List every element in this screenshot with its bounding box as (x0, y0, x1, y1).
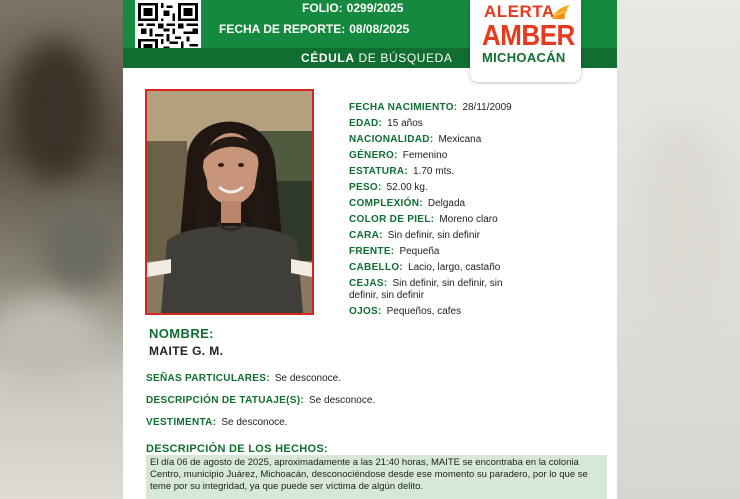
extra-row-senas (146, 373, 341, 385)
hechos-text: El día 06 de agosto de 2025, aproximadamente a las 21:40 horas, MAITE se encontraba en la colonia Centro, municipio Juárez, Michoacán, desconociéndose desde ese momento su paradero, por lo que se teme por su integridad, ya que puede ser víctima de algún delito. (146, 455, 607, 499)
detail-row (349, 166, 454, 178)
detail-label: COLOR DE PIEL: (349, 214, 435, 225)
detail-label: COMPLEXIÓN: (349, 198, 423, 209)
report-date-value: 08/08/2025 (349, 22, 410, 36)
extra-label: DESCRIPCIÓN DE TATUAJE(S): (146, 395, 304, 406)
detail-row (349, 306, 461, 318)
report-date-line (219, 22, 409, 36)
extra-value: Se desconoce. (274, 373, 342, 384)
detail-label: GÉNERO: (349, 150, 398, 161)
detail-row (349, 262, 500, 274)
folio-label: FOLIO: (302, 1, 343, 15)
extra-value: Se desconoce. (309, 395, 376, 406)
detail-row (349, 230, 480, 242)
detail-value: definir, sin definir (349, 290, 425, 301)
detail-value: 52.00 kg. (386, 182, 428, 193)
search-card (123, 0, 617, 499)
detail-label: CABELLO: (349, 262, 404, 273)
detail-value: Moreno claro (439, 214, 498, 225)
detail-value: Femenino (402, 150, 448, 161)
detail-row (349, 182, 428, 194)
detail-row (349, 198, 465, 210)
extra-row-tatuajes (146, 395, 375, 407)
detail-value: Delgada (427, 198, 466, 209)
detail-label: ESTATURA: (349, 166, 408, 177)
detail-label: FECHA NACIMIENTO: (349, 102, 458, 113)
detail-value: Lacio, largo, castaño (408, 262, 501, 273)
background-right-blur (617, 0, 740, 499)
name-value: MAITE G. M. (149, 344, 224, 358)
detail-label: PESO: (349, 182, 382, 193)
missing-person-photo (145, 89, 314, 315)
detail-value: 1.70 mts. (413, 166, 455, 177)
name-label: NOMBRE: (149, 326, 214, 341)
detail-value: Pequeña (399, 246, 440, 257)
detail-row (349, 134, 481, 146)
detail-label: FRENTE: (349, 246, 395, 257)
logo-michoacan-text: MICHOACÁN (482, 50, 566, 65)
detail-row (349, 102, 512, 114)
extra-value: Se desconoce. (221, 417, 288, 428)
detail-value: 15 años (387, 118, 423, 129)
logo-alerta-text: ALERTA (484, 2, 555, 21)
detail-label: CARA: (349, 230, 383, 241)
extra-row-vestimenta (146, 417, 288, 429)
detail-row (349, 150, 447, 162)
detail-row (349, 278, 503, 290)
detail-row (349, 290, 424, 302)
extra-label: VESTIMENTA: (146, 417, 217, 428)
card-title-rest: DE BÚSQUEDA (354, 51, 453, 65)
detail-value: Pequeños, cafes (386, 306, 462, 317)
card-title (301, 51, 453, 65)
detail-row (349, 118, 423, 130)
background-left-blur (0, 0, 123, 499)
detail-label: EDAD: (349, 118, 383, 129)
folio-line (302, 1, 403, 15)
detail-label: OJOS: (349, 306, 382, 317)
card-title-bold: CÉDULA (301, 51, 355, 65)
logo-amber-text: AMBER (482, 18, 575, 52)
alerta-amber-logo (470, 0, 581, 82)
extra-label: SEÑAS PARTICULARES: (146, 373, 270, 384)
detail-label: CEJAS: (349, 278, 388, 289)
detail-value: Sin definir, sin definir (387, 230, 480, 241)
detail-row (349, 214, 498, 226)
detail-value: Sin definir, sin definir, sin (392, 278, 503, 289)
detail-row (349, 246, 439, 258)
detail-value: 28/11/2009 (462, 102, 512, 113)
report-date-label: FECHA DE REPORTE: (219, 22, 346, 36)
hechos-label: DESCRIPCIÓN DE LOS HECHOS: (146, 443, 328, 455)
detail-value: Mexicana (438, 134, 482, 145)
detail-label: NACIONALIDAD: (349, 134, 434, 145)
folio-value: 0299/2025 (346, 1, 404, 15)
